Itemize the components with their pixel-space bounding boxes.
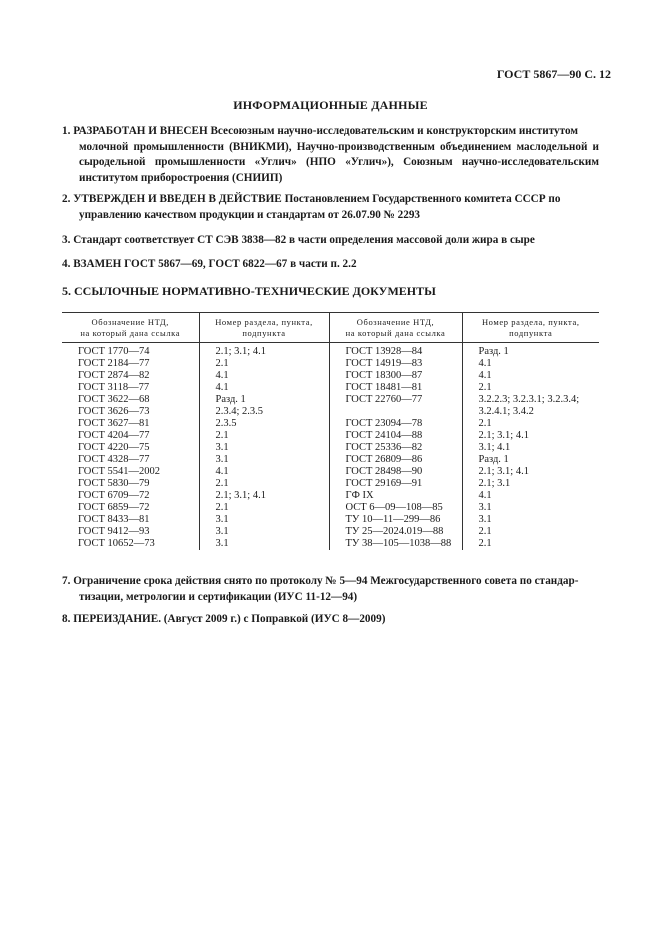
ref-section-left: 4.1 (199, 370, 329, 382)
ref-section-left: 2.3.5 (199, 418, 329, 430)
item-continuation: молочной промышленности (ВНИКМИ), Научно-производственным объединением маслодельной и сыродельной промышленности «Углич» (НПО «Углич»), Союзным научно-исследовательским институтом приборостроения (СНИИП) (79, 140, 599, 184)
ref-section-left: 2.1 (199, 430, 329, 442)
ref-doc-left: ГОСТ 1770—74 (78, 346, 150, 357)
table-row (62, 538, 599, 550)
ref-doc-left: ГОСТ 2874—82 (78, 370, 150, 381)
info-item-4 (62, 257, 599, 273)
table-row (62, 526, 599, 538)
ref-doc-left: ГОСТ 5541—2002 (78, 466, 161, 477)
ref-doc-right: ТУ 38—105—1038—88 (329, 538, 462, 550)
ref-section-left: 4.1 (199, 466, 329, 478)
ref-doc-right (329, 406, 462, 418)
ref-doc-left: ГОСТ 6709—72 (78, 490, 150, 501)
ref-doc-left: ГОСТ 4328—77 (78, 454, 150, 465)
item-text: ПЕРЕИЗДАНИЕ. (Август 2009 г.) с Поправкой (ИУС 8—2009) (73, 613, 386, 625)
ref-doc-left: ГОСТ 8433—81 (78, 514, 150, 525)
standard-code-header: ГОСТ 5867—90 С. 12 (496, 67, 611, 81)
ref-doc-right: ГОСТ 23094—78 (329, 418, 462, 430)
item-text: ВЗАМЕН ГОСТ 5867—69, ГОСТ 6822—67 в части п. 2.2 (73, 258, 357, 270)
ref-section-left: 3.1 (199, 514, 329, 526)
ref-doc-right: ГОСТ 18481—81 (329, 382, 462, 394)
table-row (62, 442, 599, 454)
ref-doc-left: ГОСТ 5830—79 (78, 478, 150, 489)
ref-section-right: 2.1 (462, 382, 599, 394)
item-continuation: тизации, метрологии и сертификации (ИУС 11-12—94) (79, 590, 358, 603)
ref-section-left: 4.1 (199, 382, 329, 394)
ref-doc-left: ГОСТ 9412—93 (78, 526, 150, 537)
item-number: 1. (62, 125, 71, 137)
column-header-section-left: Номер раздела, пункта, подпункта (199, 313, 329, 343)
table-row (62, 454, 599, 466)
ref-section-left: 2.1; 3.1; 4.1 (199, 490, 329, 502)
item-number: 5. (62, 284, 71, 298)
table-row (62, 478, 599, 490)
item-lead: УТВЕРЖДЕН И ВВЕДЕН В ДЕЙСТВИЕ (73, 193, 282, 205)
item-number: 3. (62, 234, 71, 246)
item-number: 2. (62, 193, 71, 205)
ref-doc-left: ГОСТ 6859—72 (78, 502, 150, 513)
page-title: ИНФОРМАЦИОННЫЕ ДАННЫЕ (233, 98, 428, 112)
ref-section-left: Разд. 1 (199, 394, 329, 406)
table-row (62, 418, 599, 430)
table-row (62, 490, 599, 502)
ref-doc-left: ГОСТ 3118—77 (78, 382, 150, 393)
ref-section-right: 2.1; 3.1; 4.1 (462, 430, 599, 442)
ref-doc-right: ГОСТ 13928—84 (329, 343, 462, 359)
info-item-1 (62, 124, 599, 186)
ref-section-right: 3.1 (462, 514, 599, 526)
ref-section-left: 2.3.4; 2.3.5 (199, 406, 329, 418)
ref-section-right: 3.1; 4.1 (462, 442, 599, 454)
item-text: Стандарт соответствует СТ СЭВ 3838—82 в части определения массовой доли жира в сыре (73, 234, 535, 246)
ref-doc-left: ГОСТ 3626—73 (78, 406, 150, 417)
ref-section-right: 4.1 (462, 370, 599, 382)
info-item-2 (62, 192, 599, 223)
ref-doc-left: ГОСТ 3627—81 (78, 418, 150, 429)
column-header-section-right: Номер раздела, пункта, подпункта (462, 313, 599, 343)
ref-doc-left: ГОСТ 2184—77 (78, 358, 150, 369)
ref-section-left: 2.1 (199, 502, 329, 514)
ref-doc-right: ГОСТ 28498—90 (329, 466, 462, 478)
ref-doc-right: ТУ 25—2024.019—88 (329, 526, 462, 538)
ref-doc-right: ГФ IX (329, 490, 462, 502)
table-row (62, 430, 599, 442)
ref-section-right: 2.1; 3.1 (462, 478, 599, 490)
references-table (62, 312, 599, 550)
ref-doc-right: ОСТ 6—09—108—85 (329, 502, 462, 514)
ref-doc-right: ГОСТ 22760—77 (329, 394, 462, 406)
ref-doc-right: ГОСТ 24104—88 (329, 430, 462, 442)
table-row (62, 358, 599, 370)
table-row (62, 370, 599, 382)
ref-doc-right: ГОСТ 29169—91 (329, 478, 462, 490)
item-text: Постановлением Государственного комитета СССР по (284, 193, 561, 205)
item-text: ССЫЛОЧНЫЕ НОРМАТИВНО-ТЕХНИЧЕСКИЕ ДОКУМЕНТЫ (74, 284, 436, 298)
table-row (62, 514, 599, 526)
table-row (62, 406, 599, 418)
ref-section-right: 3.2.2.3; 3.2.3.1; 3.2.3.4; (462, 394, 599, 406)
item-number: 4. (62, 258, 71, 270)
ref-doc-right: ГОСТ 26809—86 (329, 454, 462, 466)
ref-section-left: 2.1 (199, 478, 329, 490)
item-lead: РАЗРАБОТАН И ВНЕСЕН (73, 125, 208, 137)
ref-section-right: 3.1 (462, 502, 599, 514)
ref-section-left: 2.1; 3.1; 4.1 (199, 343, 329, 359)
item-text: Всесоюзным научно-исследовательским и конструкторским институтом (210, 125, 578, 137)
column-header-doc-left: Обозначение НТД, на который дана ссылка (62, 313, 199, 343)
info-item-8 (62, 612, 599, 628)
table-header-row (62, 313, 599, 343)
ref-section-left: 2.1 (199, 358, 329, 370)
ref-doc-right: ГОСТ 25336—82 (329, 442, 462, 454)
item-number: 7. (62, 575, 71, 587)
ref-section-left: 3.1 (199, 454, 329, 466)
ref-section-right: 2.1 (462, 418, 599, 430)
item-number: 8. (62, 613, 71, 625)
ref-section-left: 3.1 (199, 538, 329, 550)
ref-section-right: 4.1 (462, 490, 599, 502)
ref-section-right: 3.2.4.1; 3.4.2 (462, 406, 599, 418)
ref-doc-right: ГОСТ 18300—87 (329, 370, 462, 382)
ref-doc-right: ГОСТ 14919—83 (329, 358, 462, 370)
ref-section-left: 3.1 (199, 442, 329, 454)
table-row (62, 466, 599, 478)
table-row (62, 382, 599, 394)
ref-doc-left: ГОСТ 3622—68 (78, 394, 150, 405)
ref-doc-left: ГОСТ 4204—77 (78, 430, 150, 441)
info-item-3 (62, 233, 599, 249)
ref-doc-left: ГОСТ 4220—75 (78, 442, 150, 453)
ref-doc-left: ГОСТ 10652—73 (78, 538, 155, 549)
ref-section-left: 3.1 (199, 526, 329, 538)
table-row (62, 343, 599, 359)
ref-section-right: 4.1 (462, 358, 599, 370)
item-continuation: управлению качеством продукции и стандартам от 26.07.90 № 2293 (79, 208, 421, 221)
info-item-5 (62, 284, 599, 300)
table-row (62, 502, 599, 514)
ref-doc-right: ТУ 10—11—299—86 (329, 514, 462, 526)
ref-section-right: 2.1; 3.1; 4.1 (462, 466, 599, 478)
info-item-7 (62, 574, 599, 605)
table-row (62, 394, 599, 406)
ref-section-right: 2.1 (462, 526, 599, 538)
ref-section-right: 2.1 (462, 538, 599, 550)
ref-section-right: Разд. 1 (462, 343, 599, 359)
item-text: Ограничение срока действия снято по протоколу № 5—94 Межгосударственного совета по стандар- (73, 575, 579, 587)
ref-section-right: Разд. 1 (462, 454, 599, 466)
column-header-doc-right: Обозначение НТД, на который дана ссылка (329, 313, 462, 343)
